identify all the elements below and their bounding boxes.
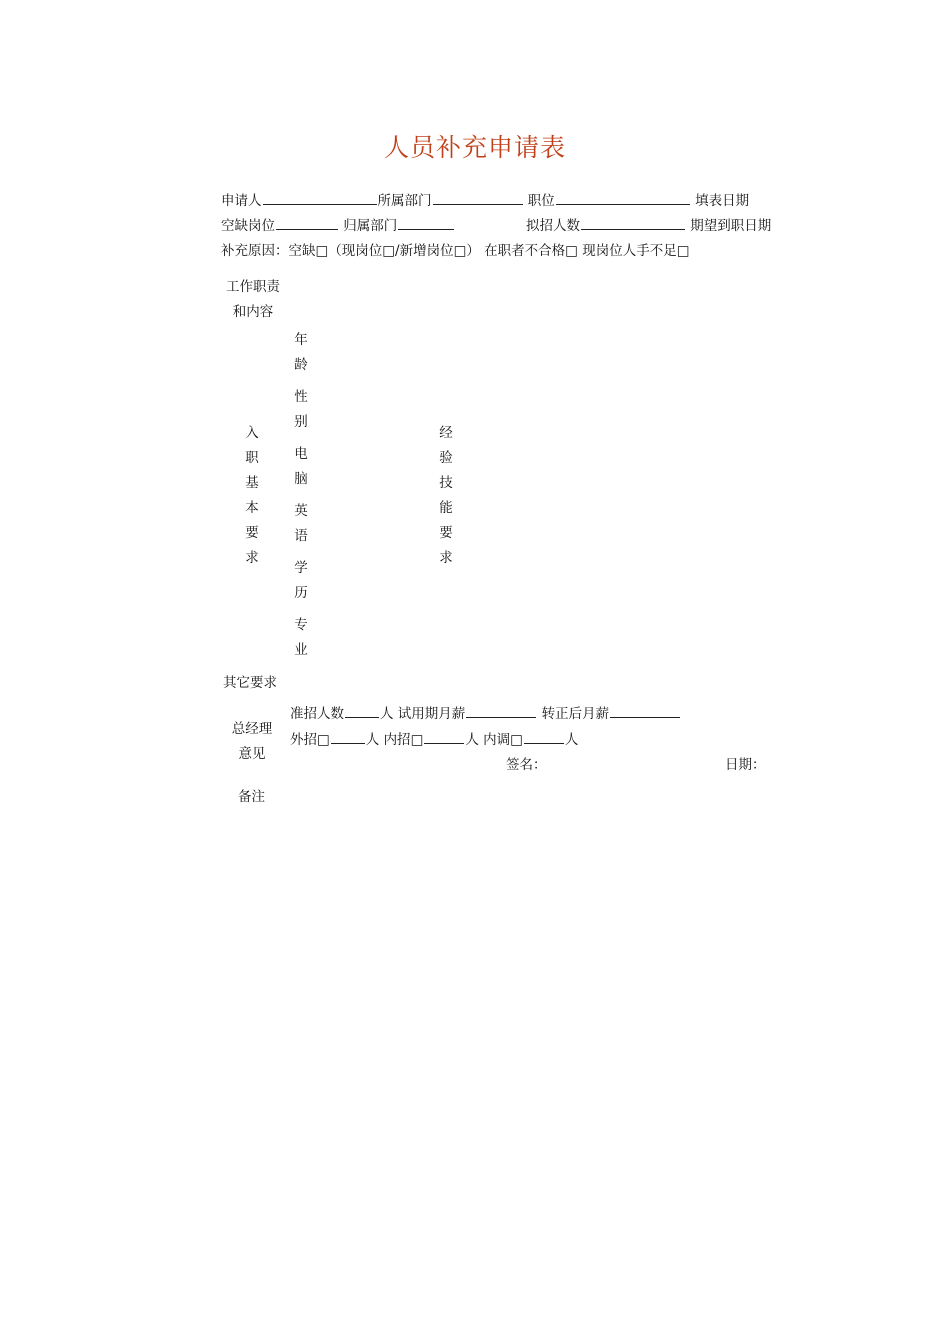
reason-row bbox=[221, 242, 689, 260]
expected-date-label: 期望到职日期 bbox=[690, 218, 772, 234]
header-row-2b bbox=[526, 217, 771, 235]
age-label: 年 龄 bbox=[294, 332, 308, 373]
signature-label: 签名： bbox=[506, 757, 547, 773]
current-post-checkbox[interactable]: □ bbox=[382, 243, 396, 259]
computer-label: 电 脑 bbox=[294, 446, 308, 487]
external-count-field[interactable] bbox=[331, 731, 365, 744]
applicant-label: 申请人 bbox=[221, 193, 262, 209]
approved-count-label: 准招人数 bbox=[290, 706, 344, 722]
education-label: 学 历 bbox=[294, 560, 308, 601]
position-label: 职位 bbox=[527, 193, 555, 209]
transfer-count-field[interactable] bbox=[524, 731, 564, 744]
fill-date-label: 填表日期 bbox=[695, 193, 750, 209]
major-label: 专 业 bbox=[294, 617, 308, 658]
basic-requirements-label: 入 职 基 本 要 求 bbox=[245, 425, 259, 566]
transfer-checkbox[interactable]: □ bbox=[510, 732, 523, 748]
header-row-1 bbox=[221, 192, 749, 210]
vacant-position-label: 空缺岗位 bbox=[221, 218, 275, 234]
reason-label: 补充原因： bbox=[221, 243, 289, 259]
vacancy-checkbox[interactable]: □ bbox=[315, 243, 329, 259]
external-label: 外招 bbox=[290, 732, 317, 748]
internal-checkbox[interactable]: □ bbox=[410, 732, 424, 748]
position-field[interactable] bbox=[556, 192, 690, 205]
gender-label: 性 别 bbox=[294, 389, 308, 430]
regular-salary-label: 转正后月薪 bbox=[541, 706, 610, 722]
unqualified-label: 在职者不合格 bbox=[484, 243, 566, 259]
duties-label: 工作职责 和内容 bbox=[226, 279, 280, 320]
department-label: 所属部门 bbox=[377, 193, 432, 209]
remarks-label: 备注 bbox=[238, 789, 265, 805]
unqualified-checkbox[interactable]: □ bbox=[565, 243, 578, 259]
gm-row-1: 准招人数 人 试用期月薪 转正后月薪 bbox=[290, 705, 681, 723]
vacant-position-field[interactable] bbox=[276, 217, 338, 230]
gm-row-2: 外招□ 人 内招□ 人 内调□ 人 bbox=[290, 732, 579, 748]
current-post-label: 现岗位 bbox=[341, 243, 383, 259]
regular-salary-field[interactable] bbox=[610, 705, 680, 718]
gm-opinion-label: 总经理 意见 bbox=[231, 721, 273, 762]
vacancy-label: 空缺 bbox=[288, 243, 316, 259]
new-post-checkbox[interactable]: □ bbox=[453, 243, 467, 259]
form-title: 人员补充申请表 bbox=[383, 133, 566, 162]
applicant-field[interactable] bbox=[263, 192, 377, 205]
belong-department-label: 归属部门 bbox=[343, 218, 398, 234]
internal-label: 内招 bbox=[383, 732, 411, 748]
new-post-label: /新增岗位 bbox=[395, 243, 454, 259]
department-field[interactable] bbox=[433, 192, 523, 205]
external-checkbox[interactable]: □ bbox=[317, 732, 330, 748]
belong-department-field[interactable] bbox=[398, 217, 454, 230]
other-requirements-label: 其它要求 bbox=[223, 675, 277, 691]
english-label: 英 语 bbox=[294, 503, 308, 544]
understaffed-label: 现岗位人手不足 bbox=[582, 243, 677, 259]
trial-salary-label: 试用期月薪 bbox=[397, 706, 466, 722]
header-row-2 bbox=[221, 217, 455, 235]
trial-salary-field[interactable] bbox=[466, 705, 536, 718]
planned-hires-label: 拟招人数 bbox=[526, 218, 580, 234]
internal-count-field[interactable] bbox=[424, 731, 464, 744]
planned-hires-field[interactable] bbox=[581, 217, 685, 230]
transfer-label: 内调 bbox=[483, 732, 511, 748]
date-label: 日期： bbox=[725, 757, 766, 773]
close-paren: ） bbox=[466, 243, 480, 259]
open-paren: （ bbox=[328, 243, 342, 259]
understaffed-checkbox[interactable]: □ bbox=[676, 243, 690, 259]
skill-requirements-label: 经 验 技 能 要 求 bbox=[439, 425, 453, 566]
approved-count-field[interactable] bbox=[345, 705, 379, 718]
